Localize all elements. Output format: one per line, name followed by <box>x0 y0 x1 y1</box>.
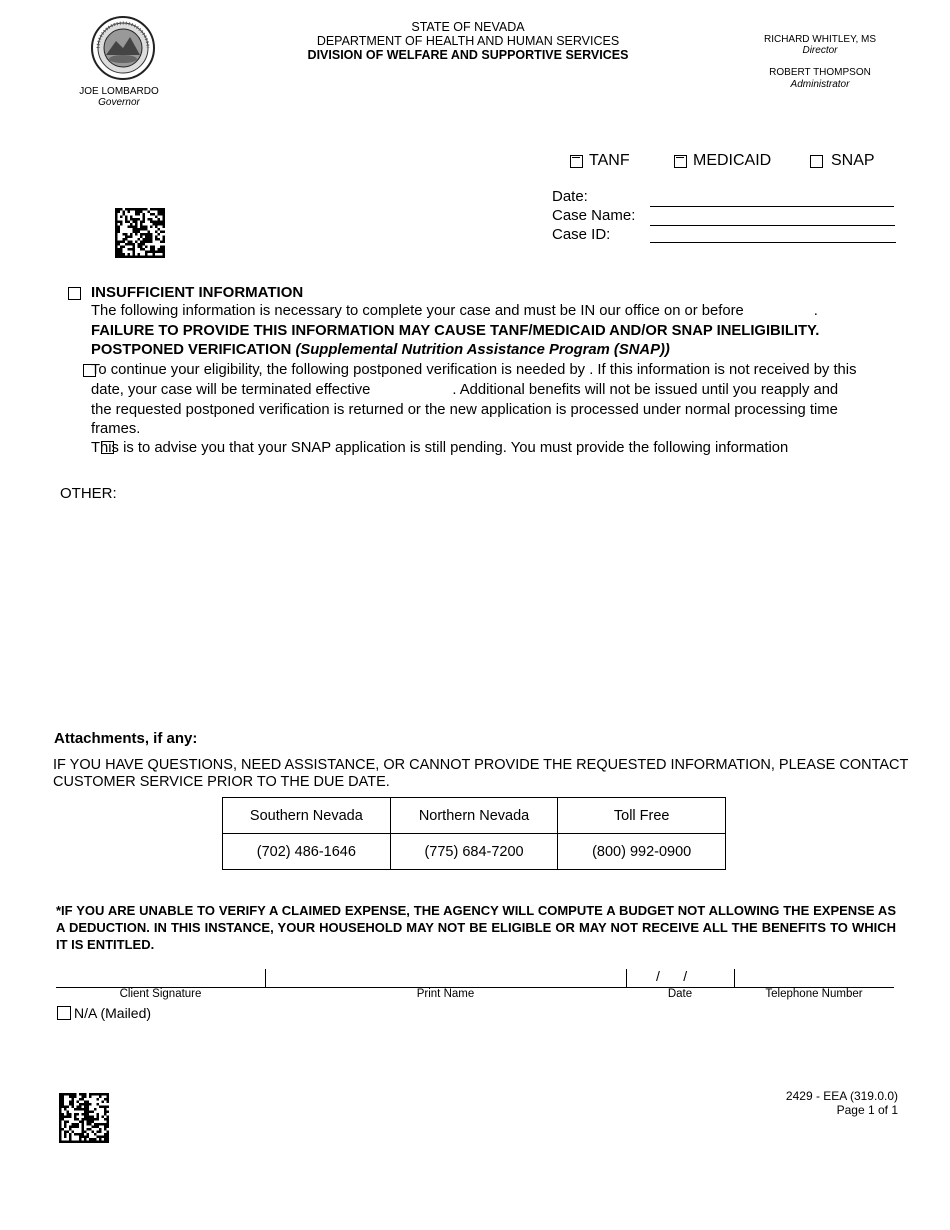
northern-nevada-phone: (775) 684-7200 <box>390 834 558 870</box>
line1-period: . <box>813 303 818 319</box>
case-id-label: Case ID: <box>552 226 611 243</box>
date-signature-label: Date <box>667 988 693 1000</box>
postponed-line1: To continue your eligibility, the following postponed verification is needed by . If this information is not received by this <box>91 362 857 378</box>
insufficient-info-text <box>91 302 891 322</box>
attachments-label: Attachments, if any: <box>54 730 198 747</box>
case-name-label: Case Name: <box>552 207 636 224</box>
signature-divider-2 <box>626 969 627 988</box>
contact-table <box>222 797 726 870</box>
case-id-field[interactable] <box>650 242 896 243</box>
state-seal <box>90 15 156 81</box>
medicaid-label: MEDICAID <box>693 152 772 169</box>
program-medicaid[interactable] <box>674 152 771 170</box>
date-label: Date: <box>552 188 588 205</box>
program-snap[interactable] <box>810 152 875 170</box>
na-mailed-label: N/A (Mailed) <box>74 1005 152 1021</box>
postponed-label: POSTPONED VERIFICATION <box>91 342 292 358</box>
ineligibility-warning: FAILURE TO PROVIDE THIS INFORMATION MAY CAUSE TANF/MEDICAID AND/OR SNAP INELIGIBILITY. <box>91 323 820 339</box>
form-id: 2429 - EEA (319.0.0) <box>785 1089 898 1103</box>
toll-free-header: Toll Free <box>558 798 726 834</box>
medicaid-checkbox[interactable] <box>674 155 687 168</box>
contact-header-row <box>223 798 726 834</box>
pending-text: This is to advise you that your SNAP application is still pending. You must provide the following information <box>91 440 789 456</box>
na-mailed-checkbox[interactable] <box>57 1006 71 1020</box>
postponed-heading <box>91 341 891 361</box>
division-title: DIVISION OF WELFARE AND SUPPORTIVE SERVICES <box>307 48 629 62</box>
page-number: Page 1 of 1 <box>836 1103 898 1117</box>
snap-checkbox[interactable] <box>810 155 823 168</box>
tanf-label: TANF <box>589 152 630 169</box>
postponed-line2 <box>91 381 891 401</box>
insufficient-info-checkbox[interactable] <box>68 287 81 300</box>
insufficient-info-heading: INSUFFICIENT INFORMATION <box>91 284 304 301</box>
insufficient-info-line1: The following information is necessary to complete your case and must be IN our office on or before <box>91 303 744 319</box>
snap-label: SNAP <box>831 152 875 169</box>
department-title: DEPARTMENT OF HEALTH AND HUMAN SERVICES <box>316 34 620 48</box>
administrator-title: Administrator <box>790 79 850 90</box>
contact-notice-line2: CUSTOMER SERVICE PRIOR TO THE DUE DATE. <box>53 774 390 790</box>
print-name-label: Print Name <box>416 988 475 1000</box>
southern-nevada-phone: (702) 486-1646 <box>223 834 391 870</box>
contact-notice-line1: IF YOU HAVE QUESTIONS, NEED ASSISTANCE, OR CANNOT PROVIDE THE REQUESTED INFORMATION, PLEASE CONTACT <box>53 757 909 773</box>
state-title: STATE OF NEVADA <box>411 20 525 34</box>
director-name: RICHARD WHITLEY, MS <box>763 34 877 45</box>
date-slashes[interactable]: / / <box>656 968 688 984</box>
qr-code-bottom <box>59 1093 109 1143</box>
southern-nevada-header: Southern Nevada <box>223 798 391 834</box>
postponed-line3: the requested postponed verification is returned or the new application is processed under normal processing time <box>91 402 838 418</box>
program-tanf[interactable] <box>570 152 630 170</box>
client-signature-label: Client Signature <box>119 988 202 1000</box>
postponed-line4: frames. <box>91 421 141 437</box>
telephone-number-label: Telephone Number <box>765 988 863 1000</box>
contact-phone-row <box>223 834 726 870</box>
expense-warning: *IF YOU ARE UNABLE TO VERIFY A CLAIMED EXPENSE, THE AGENCY WILL COMPUTE A BUDGET NOT ALLOWING THE EXPENSE AS A DEDUCTION. IN THIS INSTANCE, YOUR HOUSEHOLD MAY NOT BE ELIGIBLE OR MAY NOT RECEIVE ALL THE BENEFITS TO WHICH IT IS ENTITLED. <box>56 903 896 952</box>
qr-code-top <box>115 208 165 258</box>
signature-divider-1 <box>265 969 266 988</box>
director-title: Director <box>802 45 838 56</box>
governor-title: Governor <box>98 97 140 108</box>
postponed-subtitle: (Supplemental Nutrition Assistance Program (SNAP)) <box>295 342 670 358</box>
postponed-line2b: . Additional benefits will not be issued until you reapply and <box>452 382 839 398</box>
other-label: OTHER: <box>60 485 117 502</box>
northern-nevada-header: Northern Nevada <box>390 798 558 834</box>
signature-divider-3 <box>734 969 735 988</box>
toll-free-phone: (800) 992-0900 <box>558 834 726 870</box>
na-mailed-option[interactable] <box>57 1005 151 1021</box>
postponed-line2a: date, your case will be terminated effective <box>91 382 371 398</box>
date-field[interactable] <box>650 206 894 207</box>
case-name-field[interactable] <box>650 225 895 226</box>
governor-name: JOE LOMBARDO <box>79 86 159 97</box>
administrator-name: ROBERT THOMPSON <box>769 67 871 78</box>
tanf-checkbox[interactable] <box>570 155 583 168</box>
